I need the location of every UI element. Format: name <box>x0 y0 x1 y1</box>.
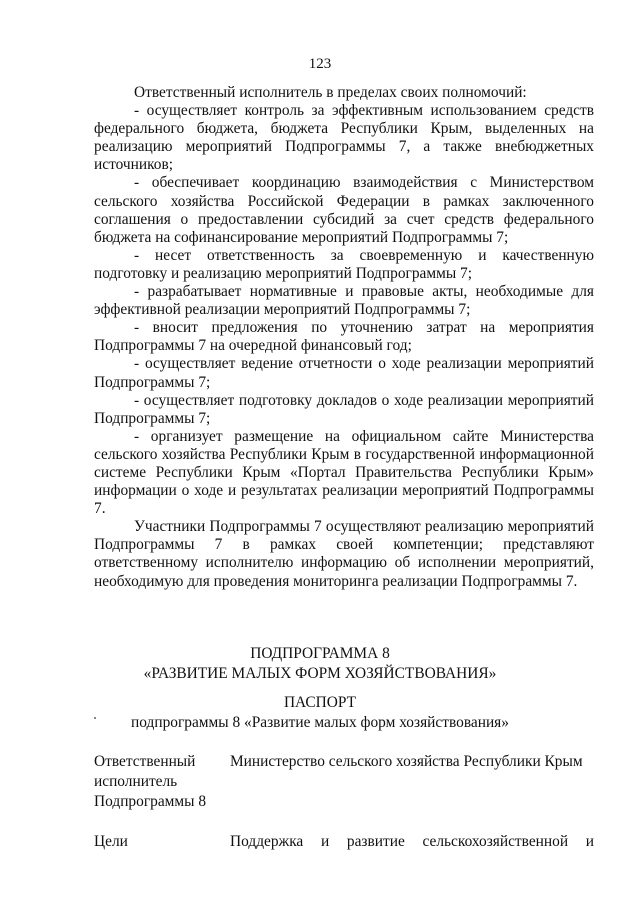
passport-row-label <box>94 752 230 812</box>
paragraph-reporting: - осуществляет ведение отчетности о ходе реализации мероприятий Подпрограммы 7; <box>94 355 594 391</box>
paragraph-participants: Участники Подпрограммы 7 осуществляют реализацию мероприятий Подпрограммы 7 в рамках своей компетенции; представляют ответственному исполнителю информацию об исполнении мероприятий, необходимую для проведения мониторинга реализации Подпрограммы 7. <box>94 518 594 590</box>
paragraph-intro: Ответственный исполнитель в пределах своих полномочий: <box>134 84 527 101</box>
responsibilities-text <box>94 84 594 591</box>
label-line: Подпрограммы 8 <box>94 793 207 810</box>
subprogram-title: ПОДПРОГРАММА 8 <box>250 645 390 662</box>
passport-row-goals <box>94 832 594 852</box>
paragraph-regulations: - разрабатывает нормативные и правовые акты, необходимые для эффективной реализации мероприятий Подпрограммы 7; <box>94 283 594 319</box>
label-line: Цели <box>94 833 128 850</box>
subprogram-name: «РАЗВИТИЕ МАЛЫХ ФОРМ ХОЗЯЙСТВОВАНИЯ» <box>143 665 497 682</box>
passport-row-value: Министерство сельского хозяйства Республики Крым <box>230 753 583 770</box>
passport-subtitle: подпрограммы 8 «Развитие малых форм хозяйствования» <box>131 714 509 731</box>
paragraph-reports-preparation: - осуществляет подготовку докладов о ходе реализации мероприятий Подпрограммы 7; <box>94 391 594 427</box>
passport-title: ПАСПОРТ <box>283 694 357 711</box>
label-line: Ответственный <box>94 753 196 770</box>
label-line: исполнитель <box>94 773 178 790</box>
passport-row-label <box>94 832 230 852</box>
page-number: 123 <box>308 56 332 72</box>
passport-table <box>94 752 594 852</box>
passport-row-value: Поддержка и развитие сельскохозяйственной и <box>230 833 594 850</box>
paragraph-coordination: - обеспечивает координацию взаимодействия с Министерством сельского хозяйства Российской Федерации в рамках заключенного соглашения о предоставлении субсидий за счет средств федерального бюджета на софинансирование мероприятий Подпрограммы 7; <box>94 174 594 246</box>
passport-heading <box>0 693 640 733</box>
paragraph-proposals: - вносит предложения по уточнению затрат на мероприятия Подпрограммы 7 на очередной финансовый год; <box>94 319 594 355</box>
paragraph-control: - осуществляет контроль за эффективным использованием средств федерального бюджета, бюджета Республики Крым, выделенных на реализацию мероприятий Подпрограммы 7, а также внебюджетных источников; <box>94 102 594 174</box>
passport-row-executor <box>94 752 594 812</box>
subprogram-heading <box>0 644 640 684</box>
scan-speck <box>94 717 96 719</box>
paragraph-responsibility: - несет ответственность за своевременную и качественную подготовку и реализацию мероприятий Подпрограммы 7; <box>94 246 594 282</box>
paragraph-publication: - организует размещение на официальном сайте Министерства сельского хозяйства Республики Крым в государственной информационной системе Республики Крым «Портал Правительства Республики Крым» информации о ходе и результатах реализации мероприятий Подпрограммы 7. <box>94 427 594 518</box>
